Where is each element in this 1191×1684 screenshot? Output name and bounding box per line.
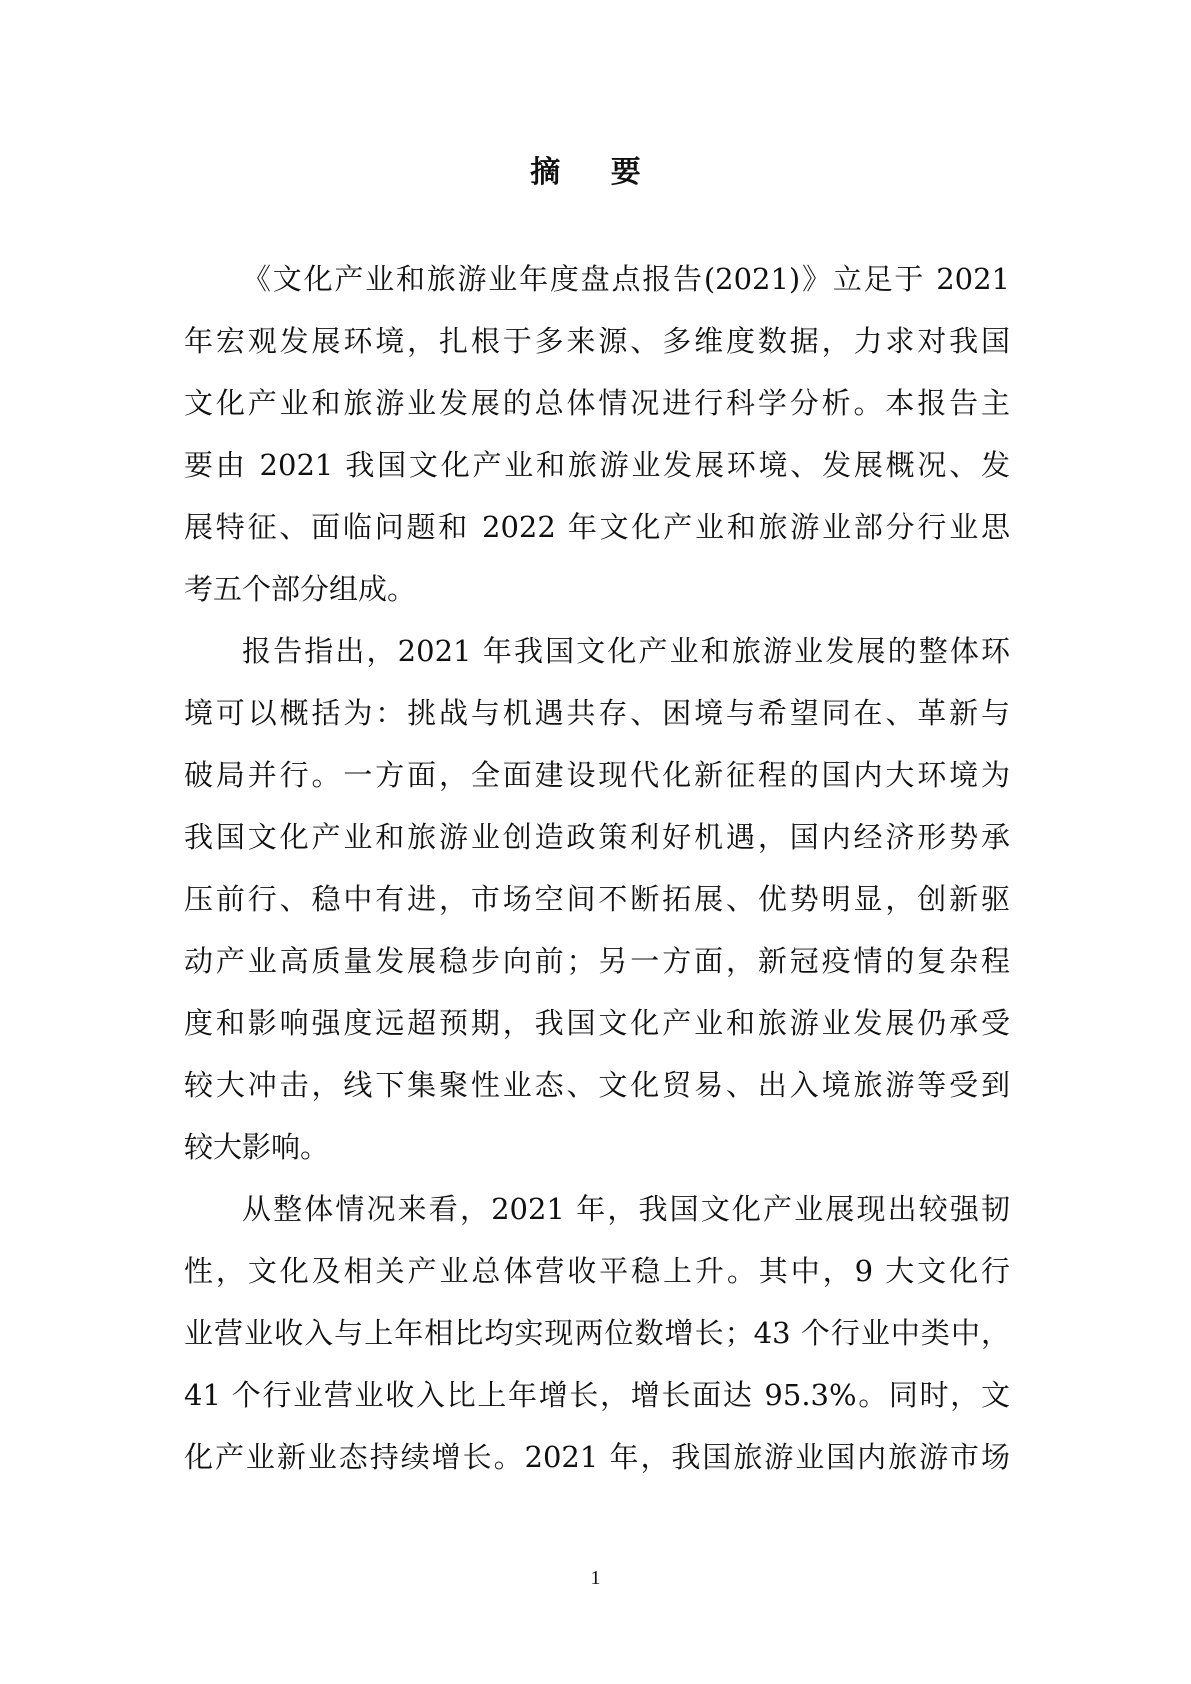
text-line: 性，文化及相关产业总体营收平稳上升。其中，9 大文化行 (184, 1254, 1010, 1288)
text-line: 破局并行。一方面，全面建设现代化新征程的国内大环境为 (184, 758, 1010, 792)
text-line: 年宏观发展环境，扎根于多来源、多维度数据，力求对我国 (184, 324, 1010, 358)
text-line: 考五个部分组成。 (184, 572, 417, 606)
text-line: 要由 2021 我国文化产业和旅游业发展环境、发展概况、发 (184, 448, 1010, 482)
text-line: 化产业新业态持续增长。2021 年，我国旅游业国内旅游市场 (184, 1440, 1010, 1474)
text-line: 报告指出，2021 年我国文化产业和旅游业发展的整体环 (242, 634, 1010, 668)
text-line: 从整体情况来看，2021 年，我国文化产业展现出较强韧 (242, 1192, 1010, 1226)
text-line: 文化产业和旅游业发展的总体情况进行科学分析。本报告主 (184, 386, 1010, 420)
text-line: 度和影响强度远超预期，我国文化产业和旅游业发展仍承受 (184, 1006, 1010, 1040)
text-line: 压前行、稳中有进，市场空间不断拓展、优势明显，创新驱 (184, 882, 1010, 916)
text-line: 业营业收入与上年相比均实现两位数增长；43 个行业中类中， (184, 1316, 1010, 1350)
text-line: 较大冲击，线下集聚性业态、文化贸易、出入境旅游等受到 (184, 1068, 1010, 1102)
text-line: 我国文化产业和旅游业创造政策利好机遇，国内经济形势承 (184, 820, 1010, 854)
page-number: 1 (590, 1567, 601, 1589)
text-line: 动产业高质量发展稳步向前；另一方面，新冠疫情的复杂程 (184, 944, 1010, 978)
page-title: 摘 要 (530, 155, 661, 190)
text-line: 较大影响。 (184, 1130, 330, 1164)
text-line: 41 个行业营业收入比上年增长，增长面达 95.3%。同时，文 (184, 1378, 1010, 1412)
text-line: 境可以概括为：挑战与机遇共存、困境与希望同在、革新与 (184, 696, 1010, 730)
text-line: 展特征、面临问题和 2022 年文化产业和旅游业部分行业思 (184, 510, 1010, 544)
text-line: 《文化产业和旅游业年度盘点报告(2021)》立足于 2021 (242, 262, 1010, 296)
